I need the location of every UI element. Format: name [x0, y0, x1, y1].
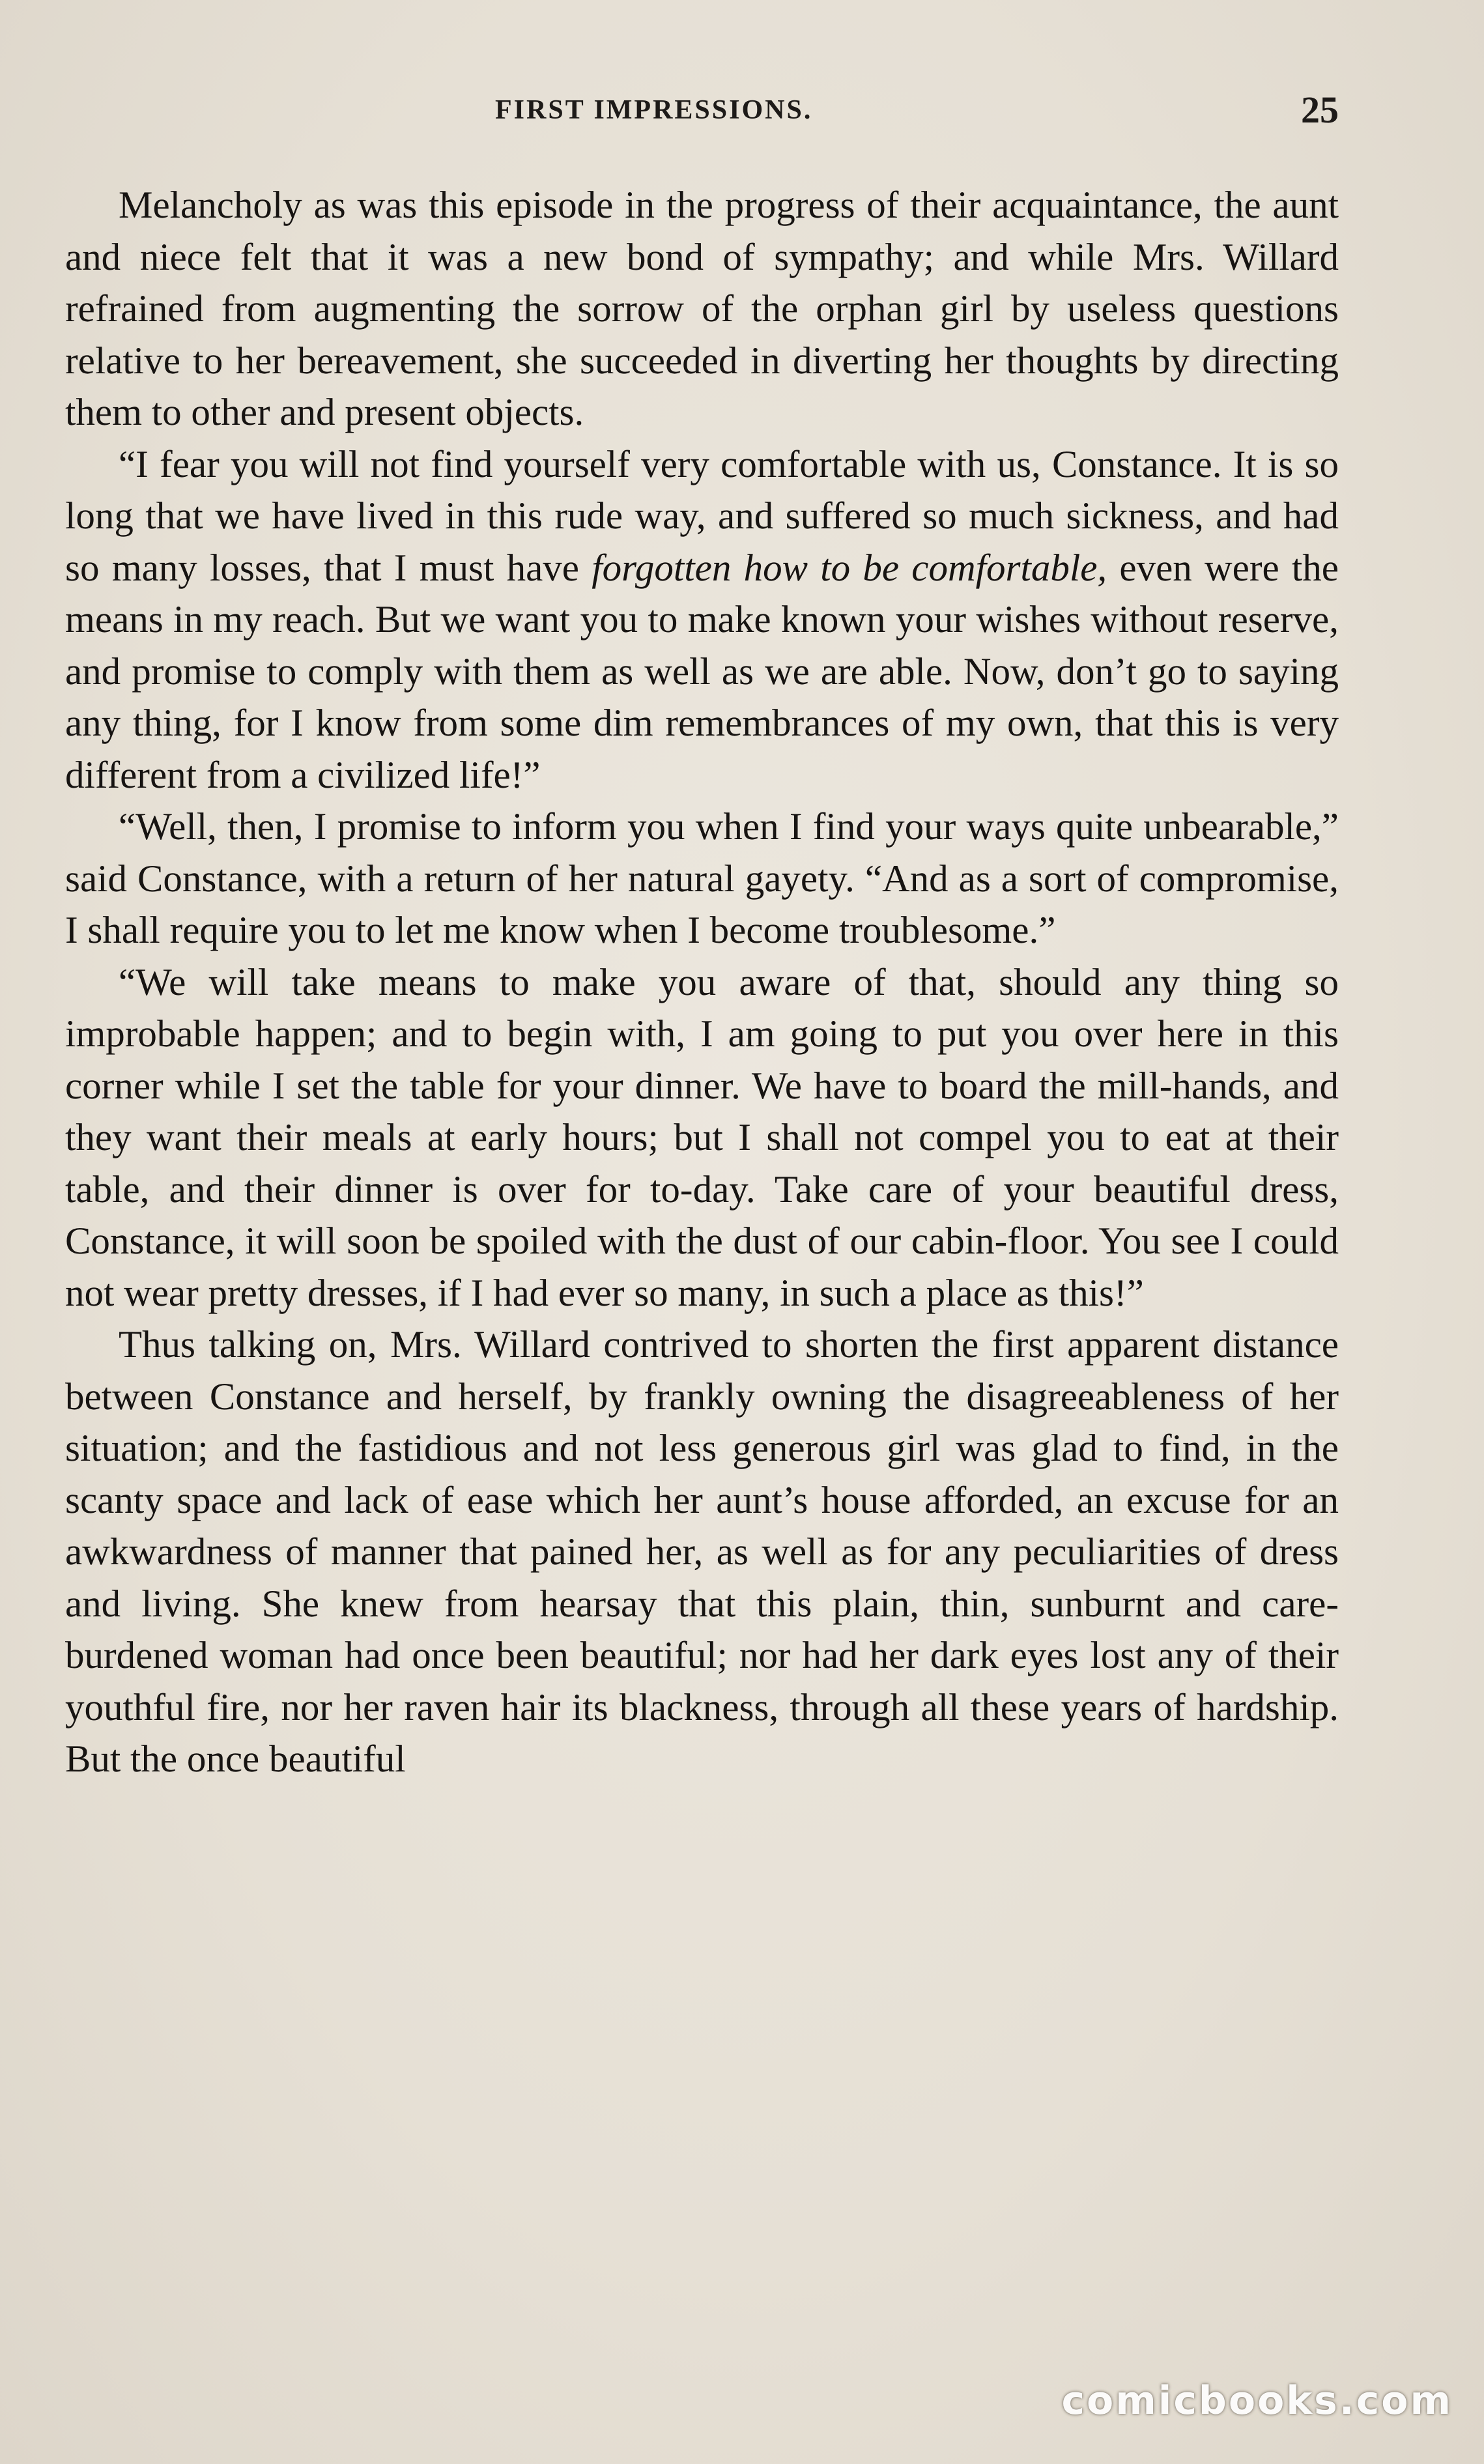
paragraph-4: “We will take means to make you aware of that, should any thing so improbable happen; and to begin with, I am going to put you over here in this corner while I set the table for your dinner. We have to board the mill-hands, and they want their meals at early hours; but I shall not compel you to eat at their table, and their dinner is over for to-day. Take care of your beautiful dress, Constance, it will soon be spoiled with the dust of our cabin-floor. You see I could not wear pretty dresses, if I had ever so many, in such a place as this!”: [65, 960, 1339, 1314]
running-title: FIRST IMPRESSIONS.: [495, 95, 813, 125]
paragraph-3: “Well, then, I promise to inform you when I find your ways quite unbearable,” said Constance, with a return of her natural gayety. “And as a sort of compromise, I shall require you to let me know when I become troublesome.”: [65, 805, 1339, 951]
watermark: comicbooks.com: [1061, 2378, 1453, 2424]
paragraph-1: Melancholy as was this episode in the progress of their acquaintance, the aunt and niece felt that it was a new bond of sympathy; and while Mrs. Willard refrained from augmenting the sorrow of the orphan girl by useless questions relative to her bereavement, she succeeded in diverting her thoughts by directing them to other and present objects.: [65, 183, 1339, 433]
body-text: [65, 179, 1339, 1785]
paragraph-2: [65, 438, 1339, 801]
paragraph-2-italic: forgotten how to be comfortable,: [592, 545, 1107, 589]
paragraph-2-before: “I fear you will not find yourself very comfortable with us, Constance. It is so long that we have lived in this rude way, and suffered so much sickness, and had so many losses, that I must have: [65, 442, 1339, 589]
paragraph-2-after: even were the means in my reach. But we want you to make known your wishes without reserve, and promise to comply with them as well as we are able. Now, don’t go to saying any thing, for I know from some dim remembrances of my own, that this is very different from a civilized life!”: [65, 545, 1339, 796]
running-head: [65, 88, 1339, 140]
page-number: 25: [1301, 89, 1339, 131]
paragraph-5: Thus talking on, Mrs. Willard contrived to shorten the first apparent distance between Constance and herself, by frankly owning the disagreeableness of her situation; and the fastidious and not less generous girl was glad to find, in the scanty space and lack of ease which her aunt’s house afforded, an excuse for an awkwardness of manner that pained her, as well as for any peculiarities of dress and living. She knew from hearsay that this plain, thin, sunburnt and care-burdened woman had once been beautiful; nor had her dark eyes lost any of their youthful fire, nor her raven hair its blackness, through all these years of hardship. But the once beautiful: [65, 1323, 1339, 1780]
